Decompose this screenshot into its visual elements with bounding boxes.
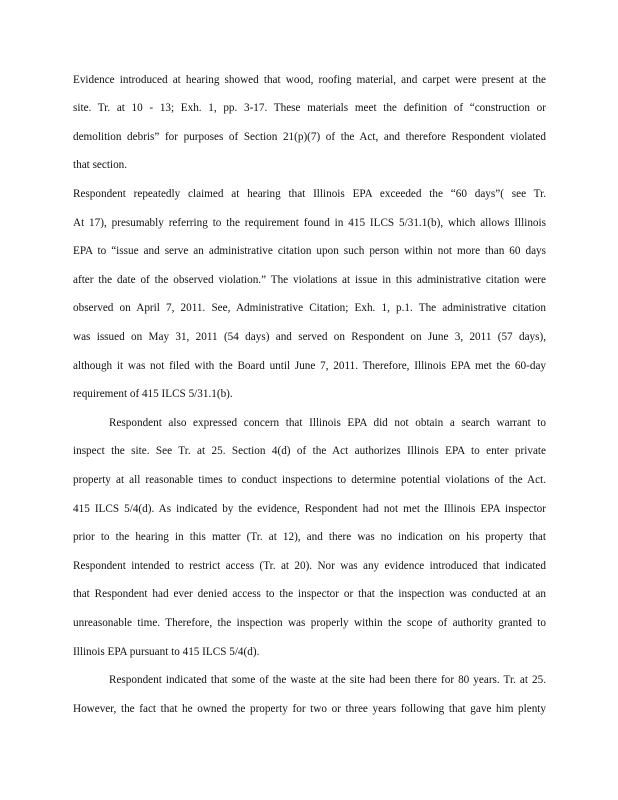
body-line: Respondent intended to restrict access (Tr. at 20). Nor was any evidence introduced that indicated: [73, 560, 546, 572]
body-line: 415 ILCS 5/4(d). As indicated by the evidence, Respondent had not met the Illinois EPA inspector: [73, 503, 546, 515]
body-line: that Respondent had ever denied access to the inspector or that the inspection was conducted at an: [73, 588, 546, 600]
body-line: although it was not filed with the Board until June 7, 2011. Therefore, Illinois EPA met the 60-day: [73, 360, 546, 372]
body-line: property at all reasonable times to conduct inspections to determine potential violations of the Act.: [73, 474, 546, 486]
body-line: demolition debris” for purposes of Section 21(p)(7) of the Act, and therefore Respondent violated: [73, 131, 546, 143]
body-line: site. Tr. at 10 - 13; Exh. 1, pp. 3-17. These materials meet the definition of “construction or: [73, 102, 546, 114]
body-line: inspect the site. See Tr. at 25. Section 4(d) of the Act authorizes Illinois EPA to enter private: [73, 445, 546, 457]
body-line: At 17), presumably referring to the requirement found in 415 ILCS 5/31.1(b), which allows Illinois: [73, 217, 546, 229]
body-line: unreasonable time. Therefore, the inspection was properly within the scope of authority granted to: [73, 617, 546, 629]
body-line: requirement of 415 ILCS 5/31.1(b).: [73, 388, 233, 400]
body-line: that section.: [73, 159, 128, 171]
body-line: Illinois EPA pursuant to 415 ILCS 5/4(d).: [73, 646, 260, 658]
body-line: Respondent repeatedly claimed at hearing that Illinois EPA exceeded the “60 days”( see Tr.: [73, 188, 546, 200]
body-line: prior to the hearing in this matter (Tr. at 12), and there was no indication on his property that: [73, 531, 546, 543]
body-line: observed on April 7, 2011. See, Administrative Citation; Exh. 1, p.1. The administrative citation: [73, 302, 546, 314]
body-line: Respondent indicated that some of the waste at the site had been there for 80 years. Tr. at 25.: [109, 674, 546, 686]
body-line: EPA to “issue and serve an administrative citation upon such person within not more than 60 days: [73, 245, 546, 257]
body-line: after the date of the observed violation.” The violations at issue in this administrative citation were: [73, 274, 546, 286]
body-line: was issued on May 31, 2011 (54 days) and served on Respondent on June 3, 2011 (57 days),: [73, 331, 546, 343]
body-line: Evidence introduced at hearing showed that wood, roofing material, and carpet were present at the: [73, 74, 546, 86]
body-line: However, the fact that he owned the property for two or three years following that gave him plenty: [73, 703, 546, 715]
body-line: Respondent also expressed concern that Illinois EPA did not obtain a search warrant to: [109, 417, 546, 429]
